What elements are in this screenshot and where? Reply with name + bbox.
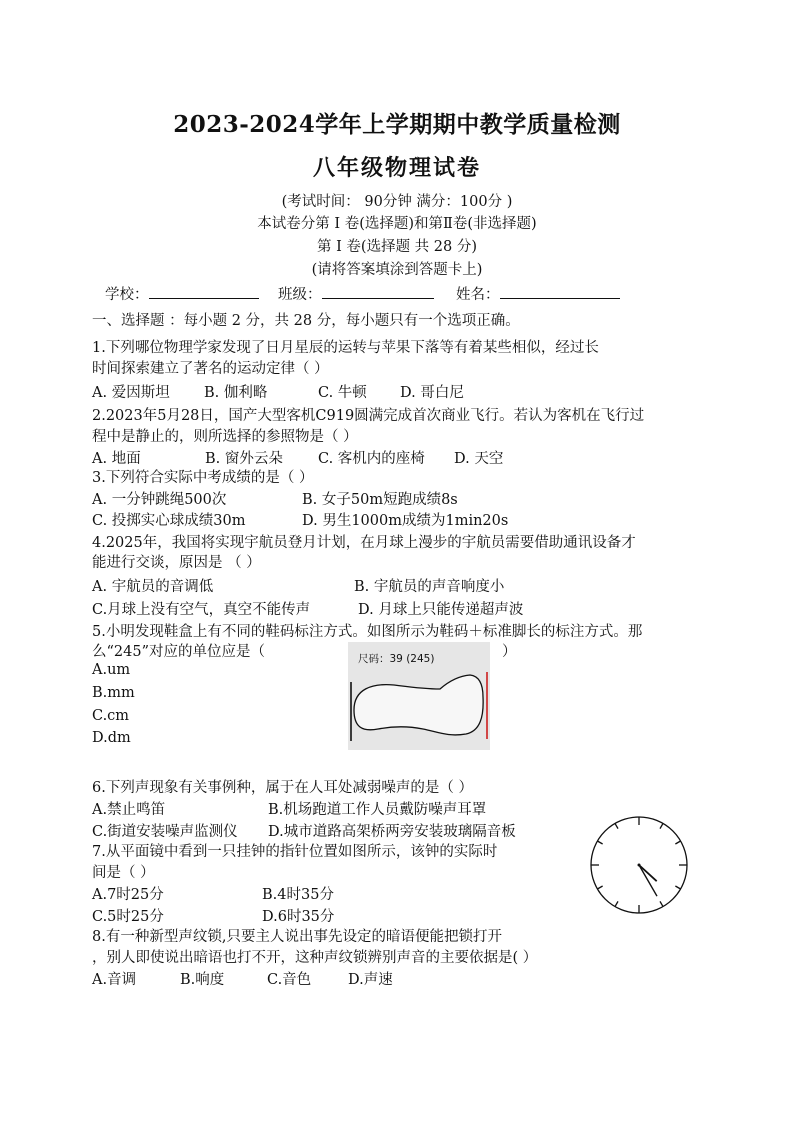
q5-line2: 么“245”对应的单位应是（ bbox=[92, 644, 266, 660]
name-blank[interactable] bbox=[500, 284, 620, 299]
q8-option-c[interactable]: C.音色 bbox=[267, 972, 312, 988]
q5-line2-end: ） bbox=[502, 644, 517, 660]
school-label: 学校： bbox=[105, 287, 149, 303]
q7-line1: 7.从平面镜中看到一只挂钟的指针位置如图所示，该钟的实际时 bbox=[92, 844, 498, 860]
q2-option-b[interactable]: B. 窗外云朵 bbox=[205, 451, 283, 467]
q1-line1: 1.下列哪位物理学家发现了日月星辰的运转与苹果下落等有着某些相似，经过长 bbox=[92, 340, 599, 356]
q1-line2: 时间探索建立了著名的运动定律（ ） bbox=[92, 361, 329, 377]
q3-option-a[interactable]: A. 一分钟跳绳500次 bbox=[92, 492, 227, 508]
q4-option-b[interactable]: B. 宇航员的声音响度小 bbox=[354, 579, 505, 595]
q4-option-c[interactable]: C.月球上没有空气，真空不能传声 bbox=[92, 602, 311, 618]
name-label: 姓名： bbox=[456, 287, 500, 303]
q1-option-a[interactable]: A. 爱因斯坦 bbox=[92, 385, 170, 401]
q7-line2: 间是（ ） bbox=[92, 865, 155, 881]
q7-option-a[interactable]: A.7时25分 bbox=[92, 887, 164, 903]
mirror-clock-figure bbox=[588, 814, 690, 916]
q6-line1: 6.下列声现象有关事例种，属于在人耳处减弱噪声的是（ ） bbox=[92, 780, 473, 796]
q2-option-c[interactable]: C. 客机内的座椅 bbox=[318, 451, 425, 467]
q6-option-a[interactable]: A.禁止鸣笛 bbox=[92, 802, 166, 818]
q7-option-c[interactable]: C.5时25分 bbox=[92, 909, 164, 925]
q8-option-b[interactable]: B.响度 bbox=[180, 972, 225, 988]
school-blank[interactable] bbox=[149, 284, 259, 299]
exam-title: 2023-2024学年上学期期中教学质量检测 bbox=[173, 111, 621, 138]
q4-line1: 4.2025年，我国将实现宇航员登月计划，在月球上漫步的宇航员需要借助通讯设备才 bbox=[92, 535, 636, 551]
q3-option-b[interactable]: B. 女子50m短跑成绩8s bbox=[302, 492, 458, 508]
class-label: 班级： bbox=[278, 287, 322, 303]
q4-option-a[interactable]: A. 宇航员的音调低 bbox=[92, 579, 214, 595]
exam-info: (考试时间： 90分钟 满分：100分 ) bbox=[281, 194, 513, 210]
clock-center bbox=[638, 864, 641, 867]
q5-line1: 5.小明发现鞋盒上有不同的鞋码标注方式。如图所示为鞋码＋标准脚长的标注方式。那 bbox=[92, 624, 643, 640]
q4-line2: 能进行交谈，原因是 （ ） bbox=[92, 555, 261, 571]
q6-option-d[interactable]: D.城市道路高架桥两旁安装玻璃隔音板 bbox=[268, 824, 516, 840]
class-blank[interactable] bbox=[322, 284, 434, 299]
q6-option-c[interactable]: C.街道安装噪声监测仪 bbox=[92, 824, 238, 840]
q2-option-d[interactable]: D. 天空 bbox=[454, 451, 504, 467]
q1-option-b[interactable]: B. 伽利略 bbox=[204, 385, 268, 401]
paper-structure: 本试卷分第 Ⅰ 卷(选择题)和第Ⅱ卷(非选择题) bbox=[257, 216, 537, 232]
shoe-size-label: 尺码：39 (245) bbox=[358, 653, 435, 665]
q5-option-c[interactable]: C.cm bbox=[92, 708, 130, 724]
q8-line1: 8.有一种新型声纹锁,只要主人说出事先设定的暗语便能把锁打开 bbox=[92, 929, 502, 945]
q7-option-b[interactable]: B.4时35分 bbox=[262, 887, 334, 903]
q3-option-c[interactable]: C. 投掷实心球成绩30m bbox=[92, 513, 246, 529]
q1-option-d[interactable]: D. 哥白尼 bbox=[400, 385, 464, 401]
q2-option-a[interactable]: A. 地面 bbox=[92, 451, 141, 467]
q8-line2: ，别人即使说出暗语也打不开，这种声纹锁辨别声音的主要依据是( ） bbox=[92, 950, 538, 966]
q2-line1: 2.2023年5月28日，国产大型客机C919圆满完成首次商业飞行。若认为客机在飞行过 bbox=[92, 408, 645, 424]
volume1-heading: 第 Ⅰ 卷(选择题 共 28 分) bbox=[316, 239, 478, 255]
q3-line1: 3.下列符合实际中考成绩的是（ ） bbox=[92, 470, 314, 486]
class-field bbox=[278, 283, 434, 304]
q1-option-c[interactable]: C. 牛顿 bbox=[318, 385, 367, 401]
q5-option-a[interactable]: A.um bbox=[92, 662, 131, 678]
section1-heading: 一、选择题 ：每小题 2 分，共 28 分，每小题只有一个选项正确。 bbox=[92, 313, 520, 329]
q6-option-b[interactable]: B.机场跑道工作人员戴防噪声耳罩 bbox=[268, 802, 487, 818]
q3-option-d[interactable]: D. 男生1000m成绩为1min20s bbox=[302, 513, 509, 529]
q4-option-d[interactable]: D. 月球上只能传递超声波 bbox=[358, 602, 524, 618]
q8-option-a[interactable]: A.音调 bbox=[92, 972, 137, 988]
q5-option-d[interactable]: D.dm bbox=[92, 730, 131, 746]
q5-option-b[interactable]: B.mm bbox=[92, 685, 135, 701]
school-field bbox=[105, 283, 259, 304]
q8-option-d[interactable]: D.声速 bbox=[348, 972, 393, 988]
q2-line2: 程中是静止的，则所选择的参照物是（ ） bbox=[92, 429, 358, 445]
instruction: (请将答案填涂到答题卡上) bbox=[311, 262, 483, 278]
name-field bbox=[456, 283, 620, 304]
exam-subtitle: 八年级物理试卷 bbox=[312, 155, 481, 181]
shoe-size-figure bbox=[348, 642, 490, 750]
q7-option-d[interactable]: D.6时35分 bbox=[262, 909, 335, 925]
